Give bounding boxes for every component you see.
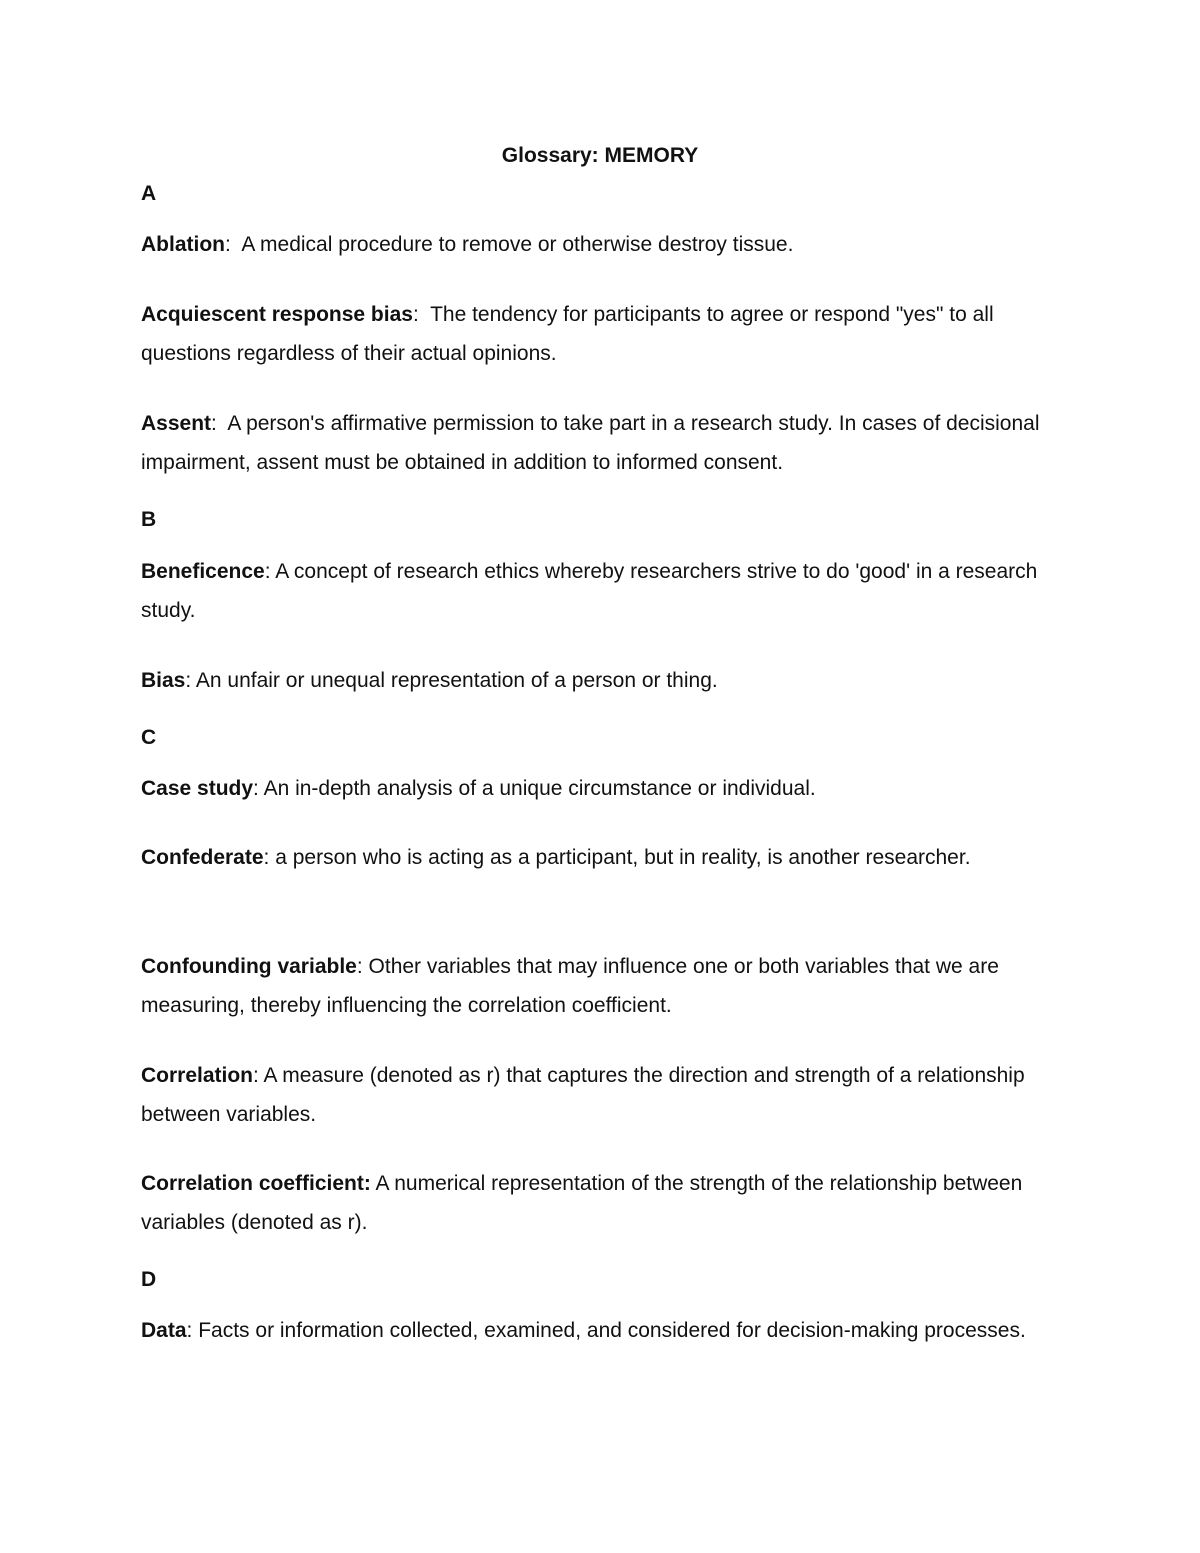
term-separator: : <box>186 1319 193 1342</box>
glossary-term: Correlation <box>141 1064 254 1087</box>
term-separator: : <box>356 955 363 978</box>
glossary-term: Data <box>141 1319 187 1342</box>
term-separator: : <box>225 233 231 256</box>
glossary-definition: A measure (denoted as r) that captures the direction and strength of a relationship between variables. <box>141 1064 1031 1126</box>
glossary-term: Confederate <box>141 846 264 869</box>
glossary-definition: a person who is acting as a participant, but in reality, is another researcher. <box>269 846 971 869</box>
glossary-term: Confounding variable <box>141 955 357 978</box>
glossary-definition: A medical procedure to remove or otherwise destroy tissue. <box>230 233 794 256</box>
term-separator: : <box>253 1064 259 1087</box>
glossary-entry-confederate <box>141 838 1066 877</box>
glossary-entry-correlation <box>141 1056 1066 1134</box>
glossary-entry-correlation-coefficient <box>141 1164 1066 1242</box>
glossary-entry-data <box>141 1311 1066 1350</box>
glossary-term: Case study <box>141 777 254 800</box>
glossary-definition: A numerical representation of the strength of the relationship between variables (denoted as r). <box>141 1172 1029 1234</box>
glossary-definition: A concept of research ethics whereby researchers strive to do 'good' in a research study. <box>141 560 1044 622</box>
section-letter-b: B <box>141 508 157 531</box>
glossary-definition: A person's affirmative permission to take part in a research study. In cases of decisional impairment, assent must be obtained in addition to informed consent. <box>141 412 1046 474</box>
term-separator: : <box>264 560 271 583</box>
glossary-entry-assent <box>141 404 1066 482</box>
glossary-term: Correlation coefficient: <box>141 1172 371 1195</box>
glossary-definition: Other variables that may influence one or both variables that we are measuring, thereby influencing the correlation coefficient. <box>141 955 1005 1017</box>
glossary-definition: The tendency for participants to agree or respond "yes" to all questions regardless of their actual opinions. <box>141 303 1000 365</box>
glossary-entry-confounding-variable <box>141 947 1066 1025</box>
term-separator: : <box>211 412 217 435</box>
glossary-entry-ablation <box>141 225 1066 264</box>
glossary-definition: An unfair or unequal representation of a person or thing. <box>191 669 718 692</box>
page-title: Glossary: MEMORY <box>501 144 699 167</box>
term-separator: : <box>412 303 419 326</box>
glossary-entry-acquiescent-response-bias <box>141 295 1066 373</box>
glossary-term: Acquiescent response bias <box>141 303 413 326</box>
glossary-entry-case-study <box>141 769 1066 808</box>
term-separator: : <box>263 846 270 869</box>
section-letter-a: A <box>141 182 157 205</box>
glossary-entry-beneficence <box>141 552 1066 630</box>
glossary-term: Bias <box>141 669 186 692</box>
glossary-entry-bias <box>141 661 1066 700</box>
section-letter-d: D <box>141 1268 157 1291</box>
glossary-term: Assent <box>141 412 212 435</box>
glossary-definition: Facts or information collected, examined, and considered for decision-making processes. <box>192 1319 1026 1342</box>
term-separator: : <box>253 777 259 800</box>
glossary-term: Beneficence <box>141 560 265 583</box>
glossary-definition: An in-depth analysis of a unique circumstance or individual. <box>258 777 816 800</box>
term-separator: : <box>185 669 192 692</box>
glossary-term: Ablation <box>141 233 225 256</box>
section-letter-c: C <box>141 726 157 749</box>
